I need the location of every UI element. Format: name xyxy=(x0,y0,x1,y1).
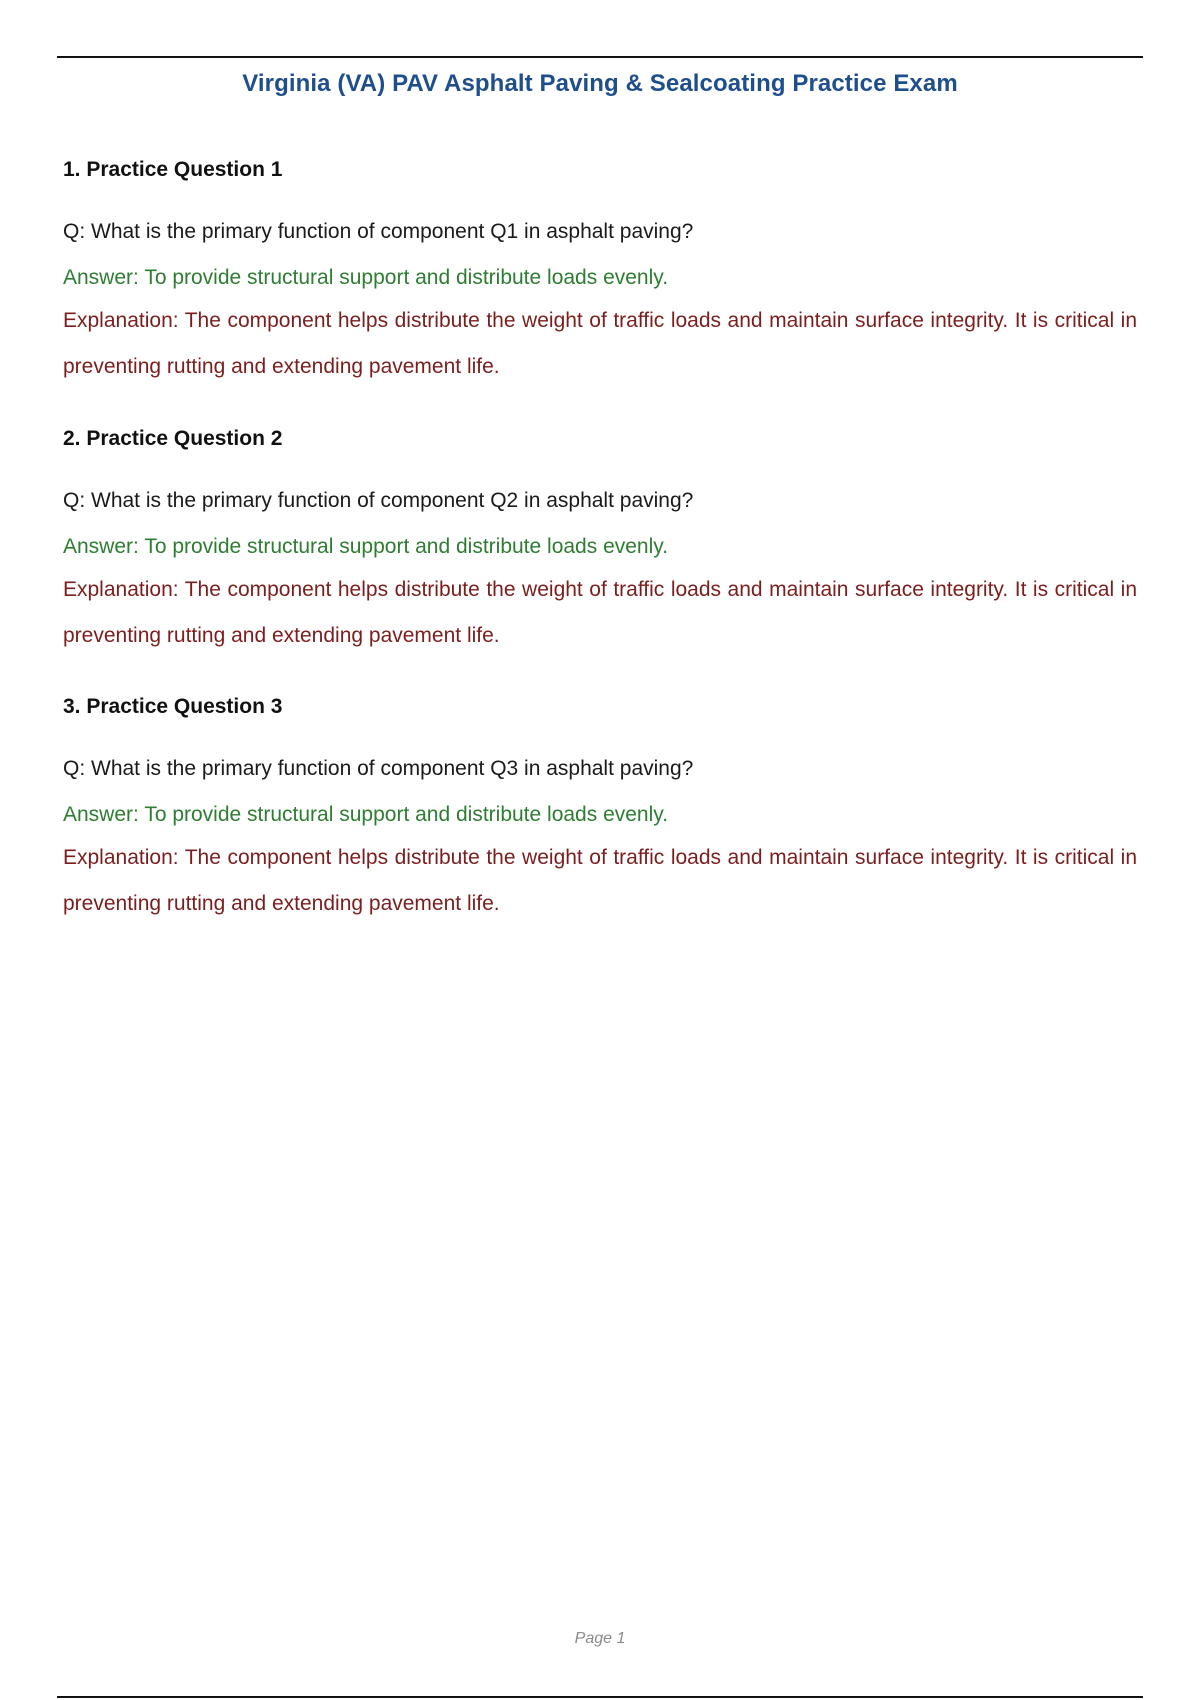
question-text: Q: What is the primary function of component Q3 in asphalt paving? xyxy=(63,757,694,780)
explanation-text: Explanation: The component helps distribute the weight of traffic loads and maintain surface integrity. It is critical in preventing rutting and extending pavement life. xyxy=(63,309,1137,378)
answer-text: Answer: To provide structural support and distribute loads evenly. xyxy=(63,535,669,558)
answer-text: Answer: To provide structural support and distribute loads evenly. xyxy=(63,803,669,826)
question-heading: 1. Practice Question 1 xyxy=(63,158,283,181)
explanation-text: Explanation: The component helps distribute the weight of traffic loads and maintain surface integrity. It is critical in preventing rutting and extending pavement life. xyxy=(63,846,1137,915)
question-text: Q: What is the primary function of component Q1 in asphalt paving? xyxy=(63,220,694,243)
top-rule xyxy=(57,56,1143,58)
question-heading: 3. Practice Question 3 xyxy=(63,695,283,718)
document-title: Virginia (VA) PAV Asphalt Paving & Sealcoating Practice Exam xyxy=(242,70,958,97)
question-text: Q: What is the primary function of component Q2 in asphalt paving? xyxy=(63,489,694,512)
explanation-text: Explanation: The component helps distribute the weight of traffic loads and maintain surface integrity. It is critical in preventing rutting and extending pavement life. xyxy=(63,578,1137,647)
question-heading: 2. Practice Question 2 xyxy=(63,427,283,450)
answer-text: Answer: To provide structural support and distribute loads evenly. xyxy=(63,266,669,289)
bottom-rule xyxy=(57,1696,1143,1698)
page-number: Page 1 xyxy=(574,1630,626,1647)
